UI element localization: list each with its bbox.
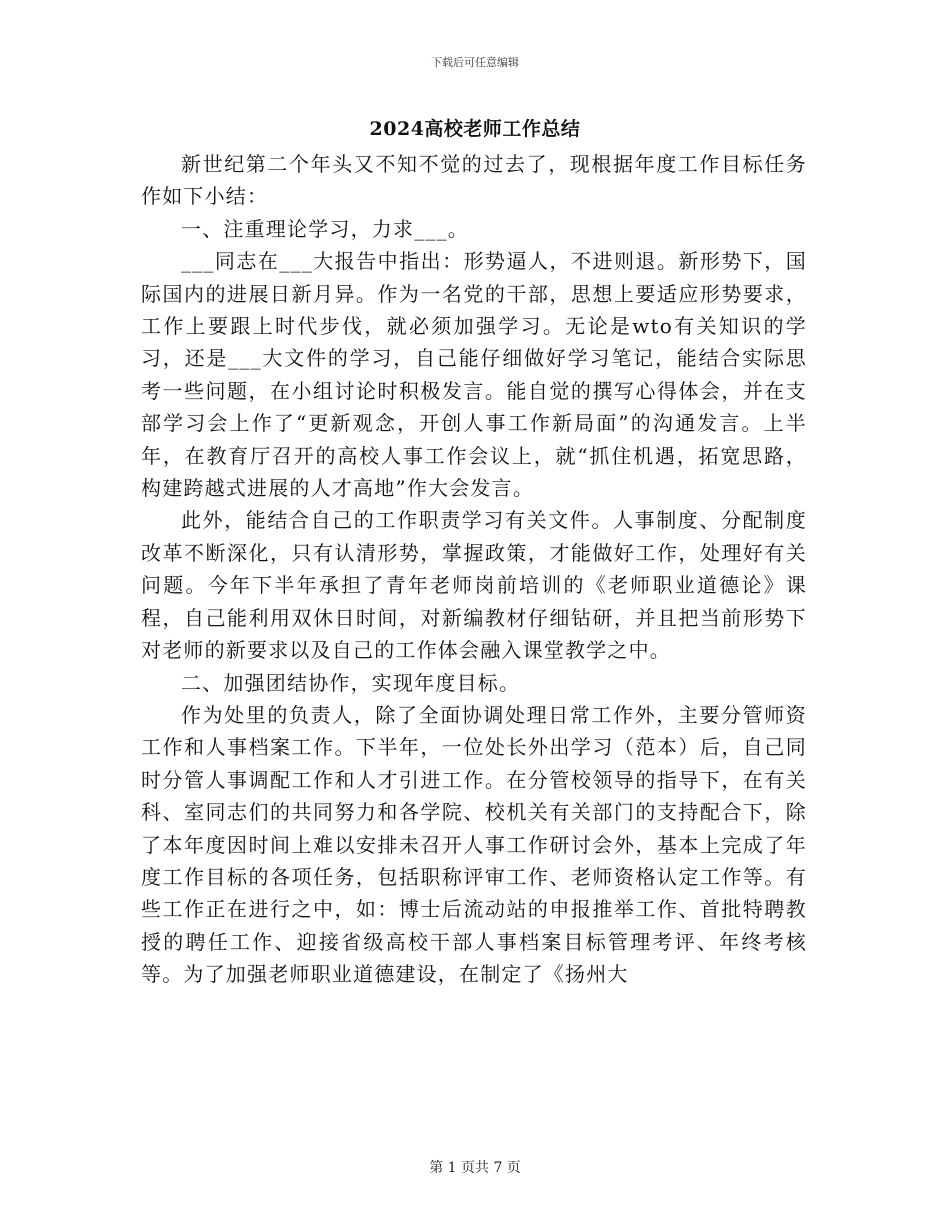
section-heading-2: 二、加强团结协作，实现年度目标。 <box>181 670 521 695</box>
document-title: 2024高校老师工作总结 <box>369 118 581 140</box>
paragraph-intro: 新世纪第二个年头又不知不觉的过去了，现根据年度工作目标任务作如下小结： <box>141 152 807 209</box>
page-number: 第 1 页共 7 页 <box>429 1160 521 1176</box>
section-heading-1: 一、注重理论学习，力求___。 <box>181 216 469 241</box>
paragraph-teamwork: 作为处里的负责人，除了全面协调处理日常工作外，主要分管师资工作和人事档案工作。下半年，一位处长外出学习（范本）后，自己同时分管人事调配工作和人才引进工作。在分管校领导的指导下，在有关科、室同志们的共同努力和各学院、校机关有关部门的支持配合下，除了本年度因时间上难以安排未召开人事工作研讨会外，基本上完成了年度工作目标的各项任务，包括职称评审工作、老师资格认定工作等。有些工作正在进行之中，如：博士后流动站的申报推举工作、首批特聘教授的聘任工作、迎接省级高校干部人事档案目标管理考评、年终考核等。为了加强老师职业道德建设，在制定了《扬州大 <box>141 702 807 987</box>
paragraph-study: ___同志在___大报告中指出：形势逼人，不进则退。新形势下，国际国内的进展日新月异。作为一名党的干部，思想上要适应形势要求，工作上要跟上时代步伐，就必须加强学习。无论是wto有关知识的学习，还是___大文件的学习，自己能仔细做好学习笔记，能结合实际思考一些问题，在小组讨论时积极发言。能自觉的撰写心得体会，并在支部学习会上作了“更新观念，开创人事工作新局面”的沟通发言。上半年，在教育厅召开的高校人事工作会议上，就“抓住机遇，拓宽思路，构建跨越式进展的人才高地”作大会发言。 <box>141 249 807 501</box>
paragraph-duties: 此外，能结合自己的工作职责学习有关文件。人事制度、分配制度改革不断深化，只有认清形势，掌握政策，才能做好工作，处理好有关问题。今年下半年承担了青年老师岗前培训的《老师职业道德论》课程，自己能利用双休日时间，对新编教材仔细钻研，并且把当前形势下对老师的新要求以及自己的工作体会融入课堂教学之中。 <box>141 508 807 663</box>
header-note: 下载后可任意编辑 <box>431 56 519 69</box>
document-body <box>141 148 807 991</box>
